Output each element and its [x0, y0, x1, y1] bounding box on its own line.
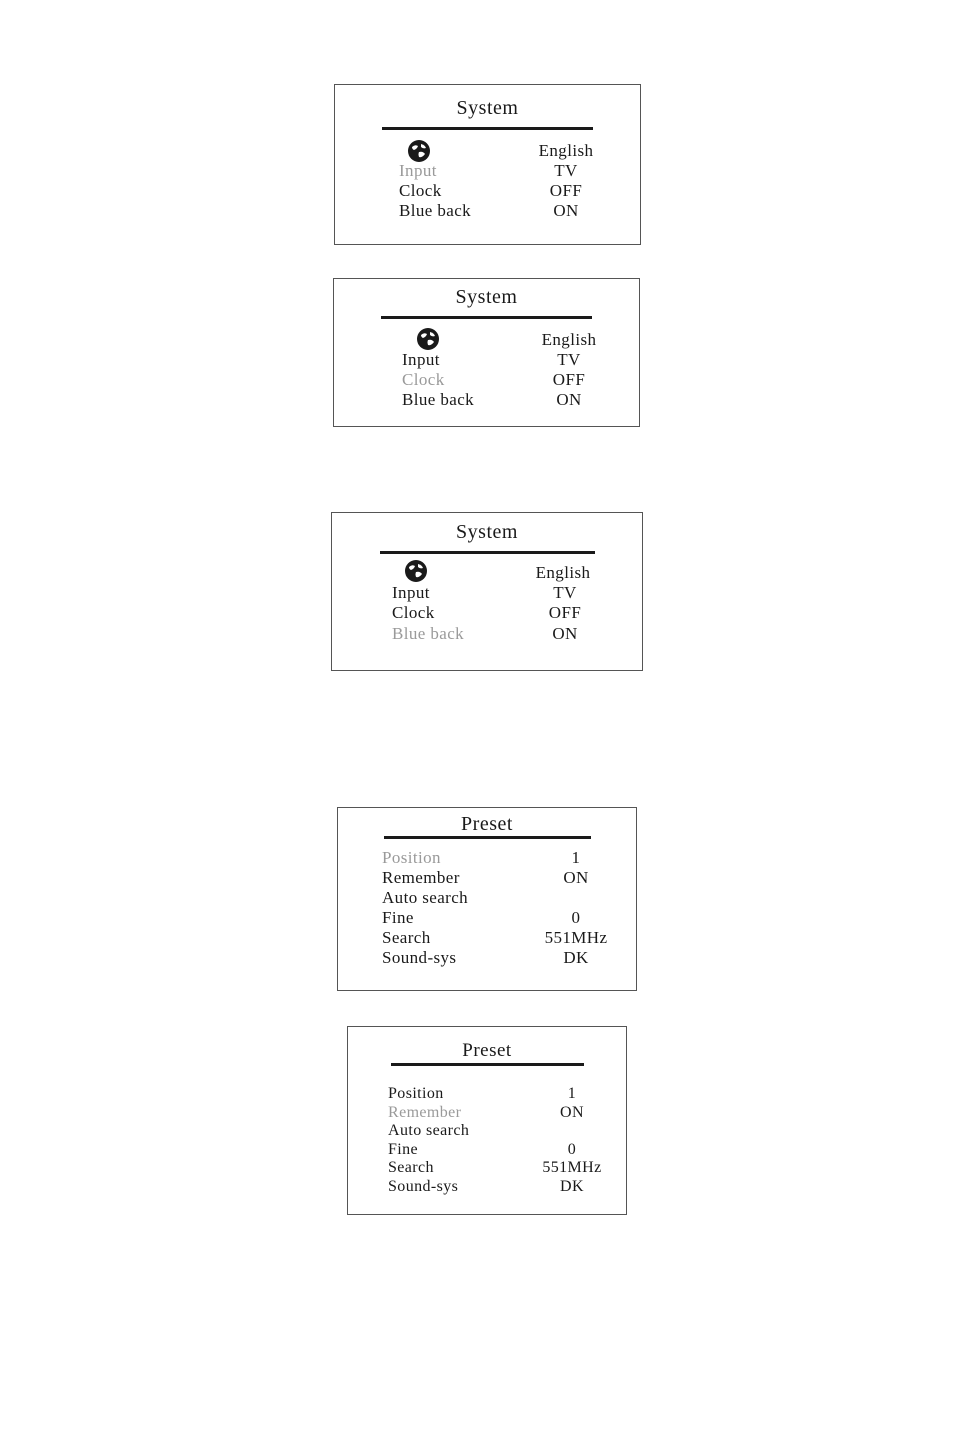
title-divider: [382, 127, 593, 130]
row-label: Position: [388, 1085, 444, 1102]
row-label: Auto search: [382, 888, 469, 907]
row-value: TV: [554, 161, 578, 180]
row-label: Position: [382, 848, 441, 867]
row-value: 1: [571, 848, 581, 867]
preset-menu-remember: [347, 1026, 627, 1215]
title-divider: [391, 1063, 584, 1066]
language-value: English: [541, 330, 597, 349]
row-label: Clock: [402, 370, 445, 389]
row-value: 551MHz: [544, 928, 608, 947]
globe-icon[interactable]: [416, 327, 440, 351]
row-label: Blue back: [402, 390, 475, 409]
row-value: 0: [567, 1141, 577, 1158]
row-label: Clock: [392, 603, 435, 622]
system-menu-input: [334, 84, 641, 245]
row-value: ON: [563, 868, 589, 887]
row-value: ON: [553, 201, 579, 220]
title-divider: [381, 316, 592, 319]
row-label: Remember: [382, 868, 460, 887]
title-divider: [384, 836, 591, 839]
row-label: Search: [382, 928, 431, 947]
language-value: English: [538, 141, 594, 160]
menu-title: System: [456, 521, 518, 543]
row-value: OFF: [552, 370, 586, 389]
row-value: TV: [557, 350, 581, 369]
row-value: DK: [563, 948, 589, 967]
language-value: English: [535, 563, 591, 582]
preset-menu-position: [337, 807, 637, 991]
row-label: Input: [392, 583, 430, 602]
row-value: TV: [553, 583, 577, 602]
globe-icon[interactable]: [404, 559, 428, 583]
row-label: Remember: [388, 1104, 462, 1121]
row-label: Sound-sys: [382, 948, 457, 967]
row-label: Sound-sys: [388, 1178, 459, 1195]
system-menu-blue-back: [331, 512, 643, 671]
row-value: 0: [571, 908, 581, 927]
menu-title: System: [456, 97, 519, 119]
row-label: Blue back: [399, 201, 472, 220]
row-label: Fine: [382, 908, 414, 927]
title-divider: [380, 551, 595, 554]
system-menu-clock: [333, 278, 640, 427]
row-label: Input: [402, 350, 440, 369]
row-label: Input: [399, 161, 437, 180]
menu-title: System: [455, 286, 518, 308]
row-value: ON: [552, 624, 578, 643]
row-label: Clock: [399, 181, 442, 200]
row-label: Auto search: [388, 1122, 470, 1139]
row-value: DK: [560, 1178, 584, 1195]
row-value: ON: [556, 390, 582, 409]
row-label: Blue back: [392, 624, 465, 643]
row-value: OFF: [548, 603, 582, 622]
globe-icon[interactable]: [407, 139, 431, 163]
menu-title: Preset: [462, 1040, 512, 1061]
row-label: Fine: [388, 1141, 419, 1158]
row-value: ON: [560, 1104, 584, 1121]
row-label: Search: [388, 1159, 434, 1176]
row-value: 551MHz: [542, 1159, 602, 1176]
menu-title: Preset: [461, 813, 513, 835]
row-value: OFF: [549, 181, 583, 200]
row-value: 1: [567, 1085, 577, 1102]
